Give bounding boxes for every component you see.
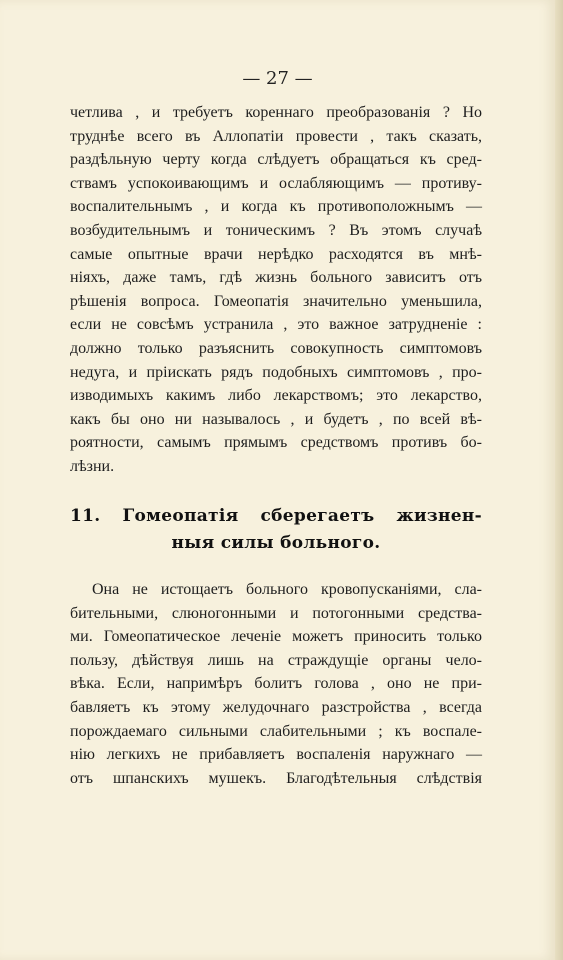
text-line: роятности, самымъ прямымъ средствомъ противъ бо- (70, 434, 482, 452)
paragraph-2 (70, 578, 482, 790)
page-number: — 27 — (242, 68, 313, 89)
text-line: если не совсѣмъ устранила , это важное затрудненіе : (70, 316, 482, 334)
heading-line-2: ныя силы больного. (171, 533, 381, 553)
text-line: рѣшенія вопроса. Гомеопатія значительно уменьшила, (70, 292, 482, 310)
text-line: труднѣе всего въ Аллопатіи провести , такъ сказать, (70, 127, 482, 145)
text-line: ми. Гомеопатическое леченіе можетъ приносить только (70, 628, 482, 646)
text-line: воспалительнымъ , и когда къ противоположнымъ — (70, 198, 482, 216)
paragraph-1 (70, 101, 482, 479)
text-line: нію легкихъ не прибавляетъ воспаленія наружнаго — (70, 746, 482, 764)
text-line: какъ бы оно ни называлось , и будетъ , по всей вѣ- (70, 410, 482, 428)
text-line: лѣзни. (70, 457, 115, 475)
text-line: бавляетъ къ этому желудочнаго разстройства , всегда (70, 698, 482, 716)
text-line: порождаемаго сильными слабительными ; къ воспале- (70, 722, 482, 740)
text-line: ствамъ успокоивающимъ и ослабляющимъ — противу- (70, 174, 482, 192)
text-line: вѣка. Если, напримѣръ болитъ голова , оно не при- (70, 675, 482, 693)
page-edge (555, 0, 563, 960)
heading-line-1: 11. Гомеопатія сберегаетъ жизнен- (70, 506, 482, 526)
text-line: изводимыхъ какимъ либо лекарствомъ; это лекарство, (70, 387, 482, 405)
text-line: раздѣльную черту когда слѣдуетъ обращаться къ сред- (70, 151, 482, 169)
text-line: отъ шпанскихъ мушекъ. Благодѣтельныя слѣдствія (70, 769, 482, 787)
text-line: четлива , и требуетъ кореннаго преобразованія ? Но (70, 104, 482, 121)
text-line: пользу, дѣйствуя лишь на страждущіе органы чело- (70, 651, 482, 669)
text-line: недуга, и пріискать рядъ подобныхъ симптомовъ , про- (70, 363, 482, 381)
text-line: должно только разъяснить совокупность симптомовъ (70, 339, 482, 357)
text-line: возбудительнымъ и тоническимъ ? Въ этомъ случаѣ (70, 221, 482, 239)
section-heading (70, 503, 482, 557)
text-line: бительными, слюногонными и потогонными средства- (70, 604, 482, 622)
text-line: ніяхъ, даже тамъ, гдѣ жизнь больного зависитъ отъ (70, 269, 482, 287)
text-line: Она не истощаетъ больного кровопусканіями, сла- (92, 581, 482, 598)
text-line: самые опытные врачи нерѣдко расходятся въ мнѣ- (70, 245, 482, 263)
